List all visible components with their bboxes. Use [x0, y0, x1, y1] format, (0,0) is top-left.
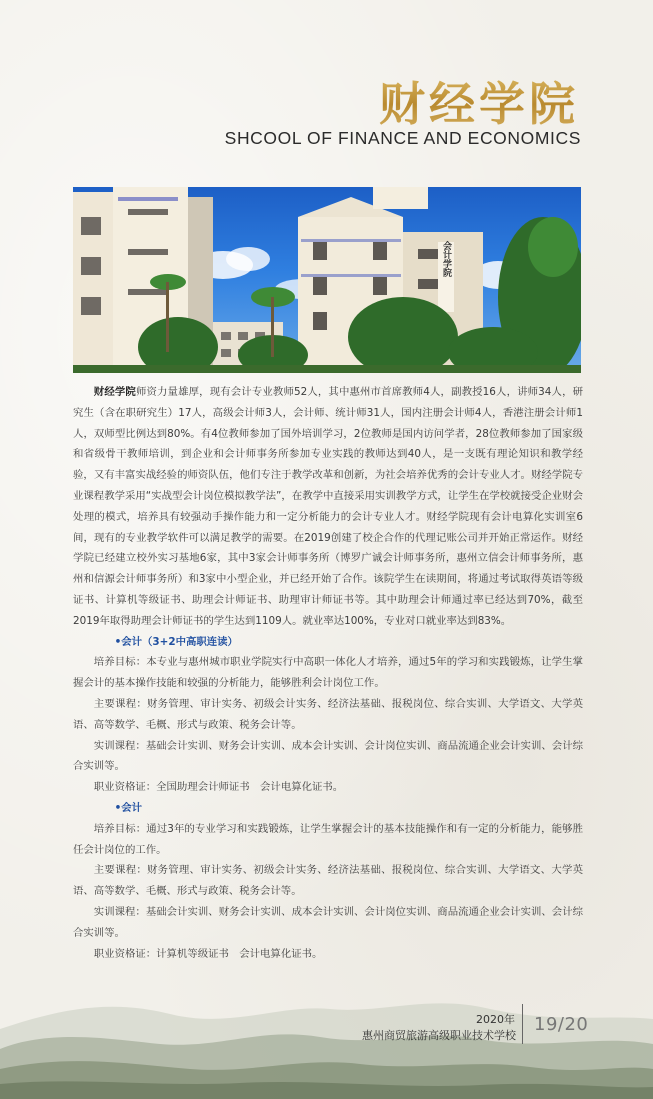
- program-main-courses: 主要课程：财务管理、审计实务、初级会计实务、经济法基础、报税岗位、综合实训、大学语文、大学英语、高等数学、毛概、形式与政策、税务会计等。: [73, 864, 583, 898]
- program-practice-courses: 实训课程：基础会计实训、财务会计实训、成本会计实训、会计岗位实训、商品流通企业会计实训、会计综合实训等。: [73, 739, 583, 773]
- program-section-accounting: [73, 798, 583, 964]
- bullet-icon: •: [114, 635, 122, 648]
- program-goal: 培养目标：本专业与惠州城市职业学院实行中高职一体化人才培养，通过5年的学习和实践锻炼，让学生掌握会计的基本操作技能和较强的分析能力，能够胜利会计岗位工作。: [73, 656, 583, 690]
- program-title: [73, 632, 583, 653]
- program-main-courses: 主要课程：财务管理、审计实务、初级会计实务、经济法基础、报税岗位、综合实训、大学语文、大学英语、高等数学、毛概、形式与政策、税务会计等。: [73, 697, 583, 731]
- footer-divider: [522, 1004, 523, 1044]
- program-certificates: 职业资格证：全国助理会计师证书 会计电算化证书。: [93, 781, 344, 794]
- intro-text: 师资力量雄厚，现有会计专业教师52人，其中惠州市首席教师4人，副教授16人，讲师34人，研究生（含在职研究生）17人，高级会计师3人，会计师、统计师31人，国内注册会计师4人，香港注册会计师1人，双师型比例达到80%。有4位教师参加了国外培训学习，2位教师是国内访问学者，28位教师参加了国家级和省级骨干教师培训，到企业和会计师事务所参加专业实践的教师达到40人，是一支既有理论知识和教学经验，又有丰富实战经验的师资队伍，他们专注于教学改革和创新，为社会培养优秀的会计专业人才。财经学院专业课程教学采用“实战型会计岗位模拟教学法”，在教学中直接采用实训教学方式，让学生在学校就接受企业财会处理的模式，培养具有较强动手操作能力和一定分析能力的会计专业人才。财经学院现有会计电算化实训室6间，现有的专业教学软件可以满足教学的需要。在2019创建了校企合作的代理记账公司并开始正常运作。财经学院已经建立校外实习基地6家，其中3家会计师事务所（博罗广诚会计师事务所，惠州立信会计师事务所，惠州和信源会计师事务所）和3家中小型企业，并已经开始了合作。该院学生在读期间，将通过考试取得英语等级证书、计算机等级证书、助理会计师证书、助理审计师证书等。其中助理会计师通过率已经达到70%，截至2019年取得助理会计师证书的学生达到1109人。就业率达100%，专业对口就业率达到83%。: [73, 386, 584, 627]
- page-subtitle-english: SHCOOL OF FINANCE AND ECONOMICS: [224, 128, 581, 148]
- page-title: 财经学院: [379, 68, 579, 134]
- program-section-3plus2: [73, 632, 583, 798]
- main-content: [73, 382, 583, 964]
- program-practice-courses: 实训课程：基础会计实训、财务会计实训、成本会计实训、会计岗位实训、商品流通企业会计实训、会计综合实训等。: [73, 905, 583, 939]
- page-number: 19/20: [534, 1014, 589, 1035]
- program-title-text: 会计（3+2中高职连读）: [121, 635, 238, 648]
- footer-year: 2020年: [476, 1013, 515, 1026]
- intro-paragraph: [73, 382, 583, 632]
- intro-lead-bold: 财经学院: [93, 386, 136, 398]
- footer-school-name: 惠州商贸旅游高级职业技术学校: [362, 1029, 516, 1042]
- program-title-text: 会计: [121, 801, 143, 814]
- program-title: [73, 798, 583, 819]
- program-certificates: 职业资格证：计算机等级证书 会计电算化证书。: [93, 947, 323, 960]
- program-goal: 培养目标：通过3年的专业学习和实践锻炼，让学生掌握会计的基本技能操作和有一定的分析能力，能够胜任会计岗位的工作。: [73, 822, 583, 856]
- bullet-icon: •: [114, 801, 122, 814]
- building-sign: 会计学院: [441, 241, 451, 277]
- campus-photo: [73, 187, 581, 373]
